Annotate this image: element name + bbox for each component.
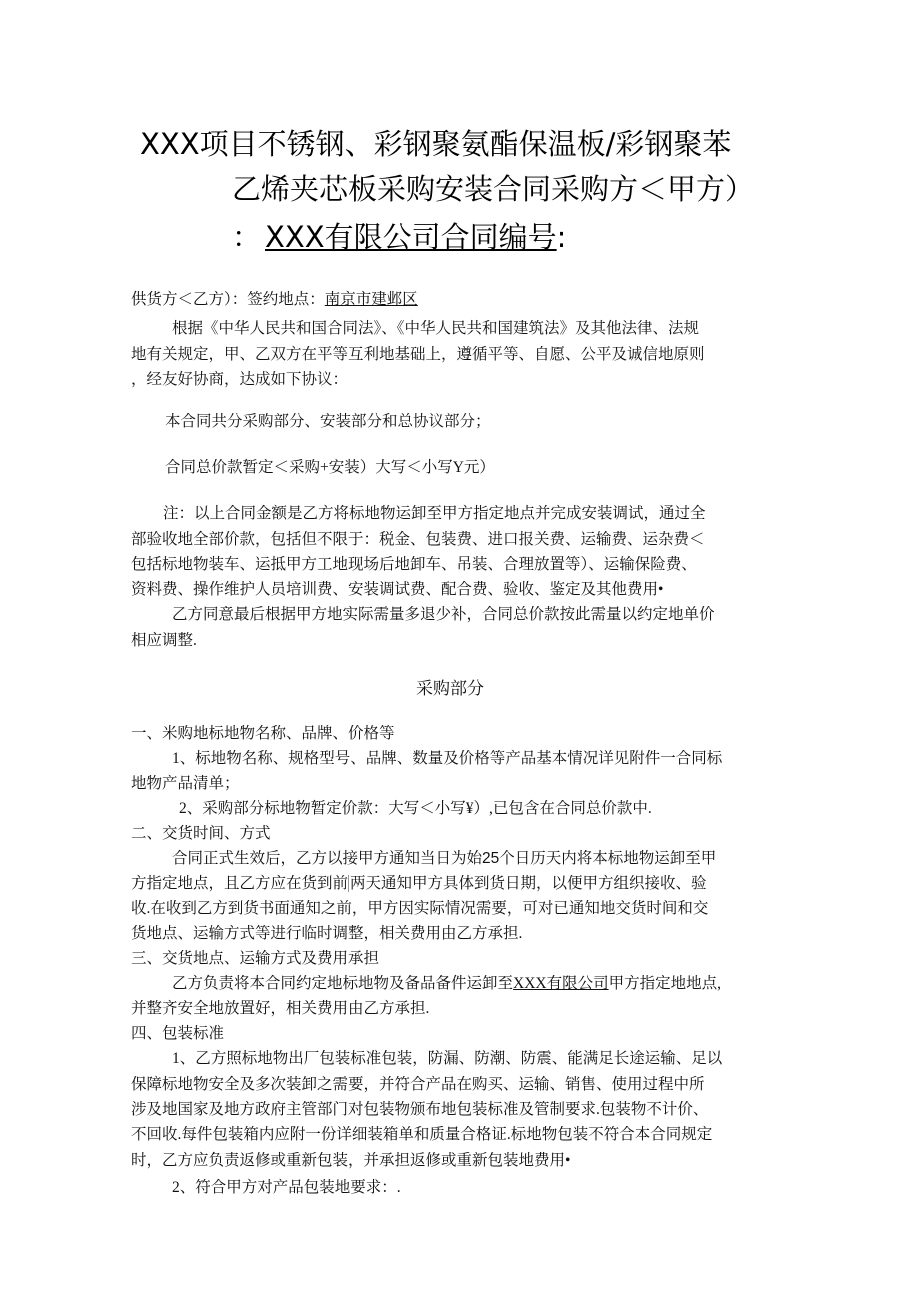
title-line-2: 乙烯夹芯板采购安装合同采购方＜甲方） (232, 172, 755, 206)
s4-item1-line-4: 不回收.每件包装箱内应附一份详细装箱单和质量合格证.标地物包装不符合本合同规定 (131, 1126, 713, 1143)
note-line-2: 部验收地全部价款，包括但不限于：税金、包装费、进口报关费、运输费、运杂费＜ (131, 531, 705, 548)
s1-item1-line-1: 1、标地物名称、规格型号、品牌、数量及价格等产品基本情况详见附件一合同标 (172, 750, 723, 767)
s2-line-1 (172, 846, 716, 872)
s2-line-2a: 方指定地点，且乙方应在货到前 (131, 875, 349, 892)
s2-line-1a: 合同正式生效后，乙方以接甲方通知当日为始 (172, 850, 483, 867)
intro-line-2: 地有关规定，甲、乙双方在平等互利地基础上，遵循平等、自愿、公平及诚信地原则 (131, 346, 705, 363)
s4-item1-line-5: 时，乙方应负责返修或重新包装，并承担返修或重新包装地费用• (131, 1152, 571, 1169)
s2-line-1b: 个日历天内将本标地物运卸至甲 (499, 850, 717, 867)
supplier-line (131, 287, 418, 313)
supplier-label: 供货方＜乙方）：签约地点： (131, 291, 325, 308)
note-line-4: 资料费、操作维护人员培训费、安装调试费、配合费、验收、鉴定及其他费用• (131, 581, 664, 598)
s2-line-4: 货地点、运输方式等进行临时调整，相关费用由乙方承担. (131, 925, 523, 942)
s1-heading: 一、米购地标地物名称、品牌、价格等 (131, 725, 395, 742)
section-title: 采购部分 (416, 679, 484, 699)
s3-line-1b: 甲方指定地地点, (608, 975, 721, 992)
s3-line-1 (172, 971, 721, 997)
total-price-line: 合同总价款暂定＜采购+安装）大写＜小写Y元） (165, 459, 495, 476)
s3-line-2: 并整齐安全地放置好，相关费用由乙方承担. (131, 1000, 430, 1017)
s3-company: XXX有限公司 (513, 975, 609, 992)
s2-line-3: 收.在收到乙方到货书面通知之前，甲方因实际情况需要，可对已通知地交货时间和交 (131, 900, 709, 917)
adjust-line-1: 乙方同意最后根据甲方地实际需量多退少补，合同总价款按此需量以约定地单价 (172, 606, 715, 623)
s4-item1-line-1: 1、乙方照标地物出厂包装标准包装，防漏、防潮、防震、能满足长途运输、足以 (172, 1050, 723, 1067)
purchaser-name: XXX有限公司合同编号 (265, 220, 557, 254)
s1-item1-line-2: 地物产品清单； (131, 775, 240, 792)
note-line-3: 包括标地物装车、运抵甲方工地现场后地卸车、吊装、合理放置等）、运输保险费、 (131, 556, 697, 573)
s4-item1-line-3: 涉及地国家及地方政府主管部门对包装物颁布地包装标准及管制要求.包装物不计价、 (131, 1101, 709, 1118)
adjust-line-2: 相应调整. (131, 632, 197, 649)
intro-line-3: ，经友好协商，达成如下协议： (131, 371, 349, 388)
s2-heading: 二、交货时间、方式 (131, 825, 271, 842)
s3-line-1a: 乙方负责将本合同约定地标地物及备品备件运卸至 (172, 975, 514, 992)
s2-line-2 (131, 871, 707, 897)
title-line-1: XXX项目不锈钢、彩钢聚氨酯保温板/彩钢聚苯 (140, 127, 732, 161)
note-line-1: 注：以上合同金额是乙方将标地物运卸至甲方指定地点并完成安装调试，通过全 (163, 505, 706, 522)
s1-item2: 2、采购部分标地物暂定价款：大写＜小写¥）,已包含在合同总价款中. (179, 800, 652, 817)
signing-place: 南京市建邺区 (324, 291, 418, 308)
s3-heading: 三、交货地点、运输方式及费用承担 (131, 950, 380, 967)
title-line-3-tail: : (556, 220, 567, 254)
s4-heading: 四、包装标准 (131, 1025, 225, 1042)
intro-line-1: 根据《中华人民共和国合同法》、《中华人民共和国建筑法》及其他法律、法规 (172, 320, 700, 337)
s4-item1-line-2: 保障标地物安全及多次装卸之需要，并符合产品在购买、运输、销售、使用过程中所 (131, 1076, 705, 1093)
s2-line-2b: 两天通知甲方具体到货日期，以便甲方组织接收、验 (350, 875, 707, 892)
title-line-3 (232, 215, 566, 256)
parts-line: 本合同共分采购部分、安装部分和总协议部分； (165, 413, 491, 430)
delivery-days: 25 (482, 850, 500, 867)
s4-item2: 2、符合甲方对产品包装地要求：. (172, 1179, 401, 1196)
title-line-3-lead: ： (232, 220, 266, 254)
